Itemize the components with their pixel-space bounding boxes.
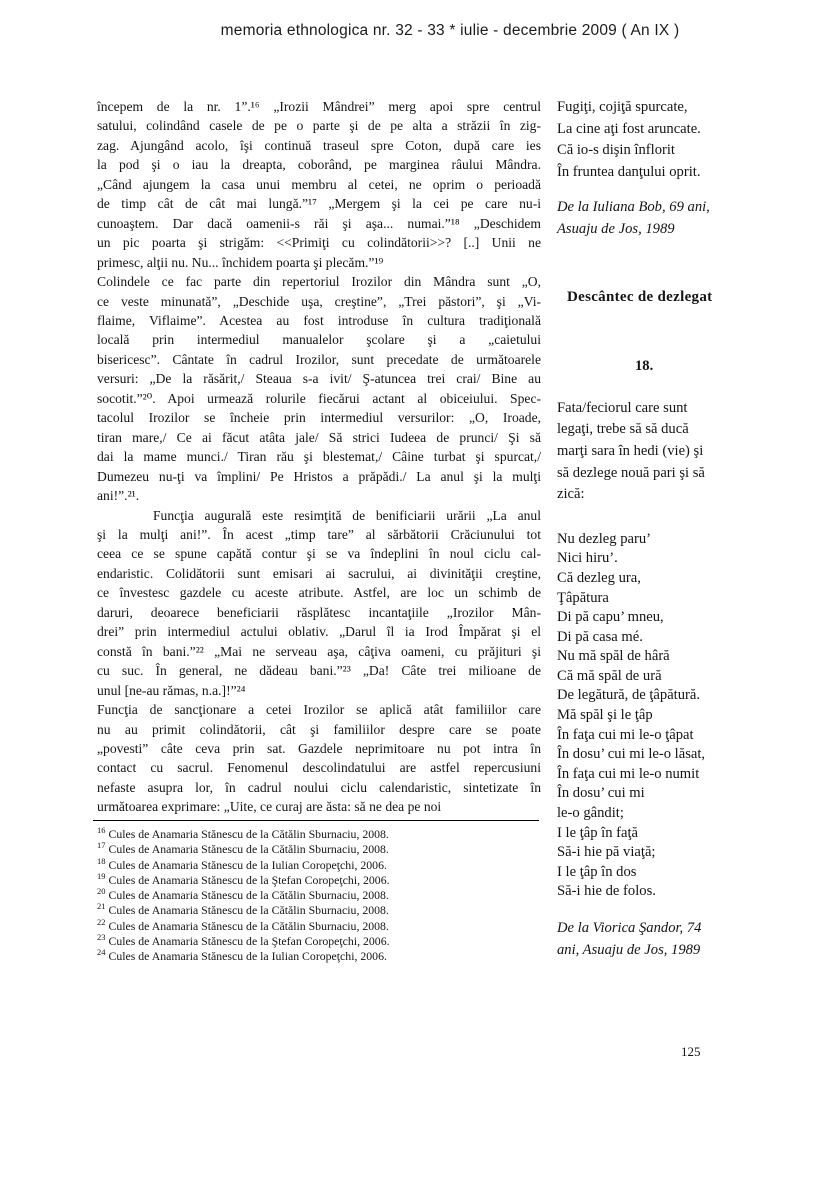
text-line: În faţa cui mi le-o ţâpat <box>557 726 694 743</box>
footnote: $^{23}$ Cules de Anamaria Stănescu de la Ştefan Coropeţchi, 2006. <box>97 932 390 949</box>
text-line: În fruntea danţului oprit. <box>557 163 701 180</box>
paragraph <box>97 506 541 701</box>
text-line: le-o gândit; <box>557 805 624 822</box>
footnote: $^{18}$ Cules de Anamaria Stănescu de la Iulian Coropeţchi, 2006. <box>97 855 387 872</box>
text-line: satului, colindând casele de pe o parte şi de pe alta a străzii în zig- <box>97 118 541 134</box>
text-line: Colindele ce fac parte din repertoriul Irozilor din Mândra sunt „O, <box>97 274 541 290</box>
text-line: drei” prin intermediul actului oblativ. „Darul îl ia Irod Împărat şi el <box>97 624 541 640</box>
text-line: Funcţia de sancţionare a cetei Irozilor se aplică atât familiilor care <box>97 702 541 718</box>
text-line: ce veste minunată”, „Deschide uşa, creştine”, „Trei păstori”, şi „Vi- <box>97 293 541 309</box>
text-line: locală prin intermediul manualelor şcolare şi a „caietului <box>97 332 541 348</box>
text-line: endaristic. Colidătorii sunt emisari ai sacrului, ai divinităţii creştine, <box>97 565 541 581</box>
text-line: Asuaju de Jos, 1989 <box>557 220 675 237</box>
footnote-number: 16 <box>97 825 106 836</box>
text-line: Că mă spăl de ură <box>557 667 662 684</box>
text-line: nefaste asupra lor, în cadrul noului ciclu calendaristic, sintetizate în <box>97 779 541 795</box>
footnote: $^{17}$ Cules de Anamaria Stănescu de la Cătălin Sburnaciu, 2008. <box>97 840 389 857</box>
text-line: constă în bani.”²² „Mai ne serveau aşa, câţiva oameni, cu prăjituri şi <box>97 643 541 659</box>
text-line: unul [ne-au rămas, n.a.]!”²⁴ <box>97 682 246 698</box>
text-line: socotit.”²⁰. Apoi urmează rolurile fiecărui actant al obiceiului. Spec- <box>97 390 541 406</box>
text-line: flaime, Viflaime”. Acestea au fost introduse în cultura tradiţională <box>97 312 541 328</box>
text-line: zag. Ajungând acolo, îşi continuă traseul spre Coton, după care ies <box>97 137 541 153</box>
text-line: Fugiţi, cojiţă spurcate, <box>557 99 688 115</box>
article-text-column <box>97 97 541 817</box>
text-line: ani!”.²¹. <box>97 488 140 504</box>
footnote-number: 22 <box>97 916 106 927</box>
text-line: Nici hiru’. <box>557 550 618 567</box>
text-line: la pod şi o iau la dreapta, coborând, pe marginea râului Mândra. <box>97 157 541 173</box>
text-line: Di pă casa mé. <box>557 628 643 645</box>
paragraph <box>97 700 541 817</box>
text-line: să dezlege nouă pari şi să <box>557 464 705 481</box>
text-line: Să-i hie de folos. <box>557 883 656 900</box>
poem-descantec-verses <box>557 530 809 902</box>
item-number: 18. <box>635 358 654 375</box>
footnotes-list <box>97 827 547 965</box>
text-line: De la Iuliana Bob, 69 ani, <box>557 199 710 216</box>
text-line: ce învestesc gazdele cu aceste atribute. Astfel, are loc un schimb de <box>97 585 541 601</box>
text-line: ani, Asuaju de Jos, 1989 <box>557 941 701 958</box>
footnote: $^{22}$ Cules de Anamaria Stănescu de la Cătălin Sburnaciu, 2008. <box>97 916 389 933</box>
footnote: $^{24}$ Cules de Anamaria Stănescu de la Iulian Coropeţchi, 2006. <box>97 947 387 964</box>
poem-attribution-viorica-sandor <box>557 918 809 961</box>
text-line: şi la mulţi ani!”. În acest „timp tare” al sărbătorii Crăciunului tot <box>97 526 541 542</box>
text-line: Ţâpătura <box>557 589 609 606</box>
footnote-number: 19 <box>97 870 106 881</box>
text-line: În dosu’ cui mi <box>557 785 645 802</box>
poem-attribution-iuliana-bob <box>557 197 809 240</box>
text-line: versuri: „De la răsărit,/ Steaua s-a ivit/ Ş-atuncea trei crai/ Bine au <box>97 371 541 387</box>
text-line: Funcţia augurală este resimţită de benificiarii urării „La anul <box>153 507 541 523</box>
text-line: legaţi, trebe să să ducă <box>557 421 689 438</box>
journal-header: memoria ethnologica nr. 32 - 33 * iulie - decembrie 2009 ( An IX ) <box>220 22 680 39</box>
text-line: Că io-s dişin înflorit <box>557 142 675 159</box>
text-line: tacolul Irozilor se încheie prin intermediul versurilor: „O, Iroade, <box>97 410 541 426</box>
footnote-number: 21 <box>97 901 106 912</box>
text-line: În dosu’ cui mi le-o lăsat, <box>557 746 706 763</box>
text-line: În faţa cui mi le-o numit <box>557 765 700 782</box>
paragraph <box>97 272 541 505</box>
footnote: $^{20}$ Cules de Anamaria Stănescu de la Cătălin Sburnaciu, 2008. <box>97 886 389 903</box>
text-line: Nu dezleg paru’ <box>557 530 652 547</box>
footnote-number: 24 <box>97 947 106 958</box>
text-line: cunoaştem. Dar dacă oamenii-s răi şi aşa... numai.”¹⁸ „Deschidem <box>97 215 541 231</box>
text-line: Fata/feciorul care sunt <box>557 399 688 416</box>
text-line: Mă spăl şi le ţâp <box>557 707 653 724</box>
text-line: Di pă capu’ mneu, <box>557 609 664 626</box>
text-line: bisericesc”. Cântate în cadrul Irozilor, sunt precedate de următoarele <box>97 351 541 367</box>
text-line: tiran mare,/ Ce ai făcut atâta jale/ Să strici Iudeea de prunci/ Şi să <box>97 429 541 445</box>
text-line: Dumezeu nu-ţi va împlini/ Pe Hristos a prăpădi./ La anul şi la mulţi <box>97 468 541 484</box>
section-heading-descantec: Descântec de dezlegat <box>567 288 713 305</box>
footnote: $^{16}$ Cules de Anamaria Stănescu de la Cătălin Sburnaciu, 2008. <box>97 825 389 841</box>
text-line: La cine aţi fost aruncate. <box>557 120 701 137</box>
text-line: dai la mame munci./ Tiran rău şi blestemat,/ Câine turbat şi spurcat,/ <box>97 449 541 465</box>
text-line: Că dezleg ura, <box>557 569 641 586</box>
footnote-number: 23 <box>97 932 106 943</box>
page-number: 125 <box>681 1044 701 1059</box>
text-line: De la Viorica Şandor, 74 <box>557 920 702 936</box>
text-line: primesc, alţii nu. Nu... închidem poarta şi plecăm.”¹⁹ <box>97 254 384 270</box>
text-line: I le ţâp în faţă <box>557 824 639 841</box>
text-line: De legătură, de ţâpătură. <box>557 687 701 704</box>
footnote-number: 20 <box>97 886 106 897</box>
text-line: zică: <box>557 486 585 503</box>
poem-descantec-intro <box>557 398 809 506</box>
poems-column <box>557 97 809 961</box>
text-line: Nu mă spăl de hâră <box>557 648 670 665</box>
text-line: de timp cât de cât mai lungă.”¹⁷ „Mergem şi la cei pe care nu-i <box>97 196 541 212</box>
text-line: ceea ce se spune capătă contur şi se va îndeplini în noul ciclu cal- <box>97 546 541 562</box>
text-line: cu suc. În general, ne dădeau bani.”²³ „Da! Câte trei milioane de <box>97 663 541 679</box>
poem-fugiti-cojita <box>557 97 809 183</box>
paragraph <box>97 97 541 272</box>
footnote: $^{21}$ Cules de Anamaria Stănescu de la Cătălin Sburnaciu, 2008. <box>97 901 389 918</box>
text-line: un pic poarta şi strigăm: <<Primiţi cu colindătorii>>? [..] Unii ne <box>97 235 541 251</box>
text-line: I le ţâp în dos <box>557 863 637 880</box>
footnote-number: 18 <box>97 855 106 866</box>
text-line: următoarea exprimare: „Uite, ce curaj are ăsta: să ne dea pe noi <box>97 799 442 815</box>
text-line: Să-i hie pă viaţă; <box>557 844 656 861</box>
text-line: marţi sara în hedi (vie) şi <box>557 442 704 459</box>
text-line: începem de la nr. 1”.¹⁶ „Irozii Mândrei” merg apoi spre centrul <box>97 99 541 114</box>
footnote-separator <box>93 820 539 821</box>
text-line: „povesti” câte ceva prin sat. Gazdele neprimitoare nu pot intra în <box>97 740 541 756</box>
text-line: daruri, deoarece beneficiarii răsplătesc incantaţiile „Irozilor Mân- <box>97 604 541 620</box>
footnote-number: 17 <box>97 840 106 851</box>
footnote: $^{19}$ Cules de Anamaria Stănescu de la Ştefan Coropeţchi, 2006. <box>97 870 390 887</box>
text-line: contact cu sacrul. Fenomenul descolindatului are astfel repercusiuni <box>97 760 541 776</box>
text-line: „Când ajungem la casa unui membru al cetei, ne oprim o perioadă <box>97 176 541 192</box>
text-line: nu au primit colindătorii, cât şi familiilor despre care se poate <box>97 721 541 737</box>
